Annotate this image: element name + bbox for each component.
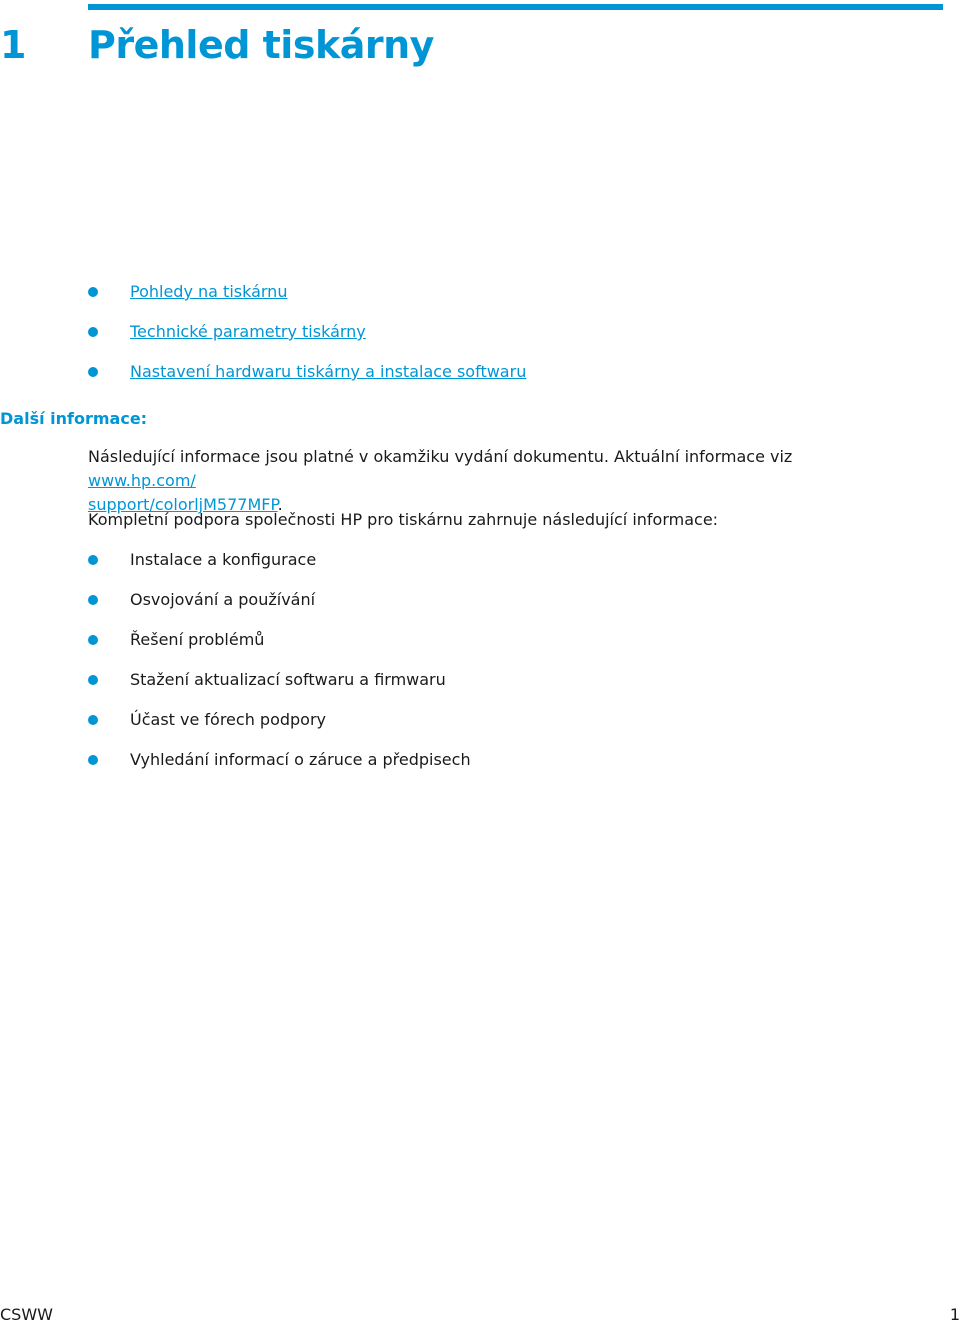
chapter-title: Přehled tiskárny	[88, 23, 434, 67]
support-item-label: Stažení aktualizací softwaru a firmwaru	[130, 670, 446, 689]
chapter-number: 1	[0, 23, 26, 67]
bullet-icon	[88, 635, 98, 645]
chapter-toc	[88, 280, 526, 400]
bullet-icon	[88, 715, 98, 725]
header-rule	[88, 4, 943, 10]
toc-item	[88, 320, 526, 360]
toc-link-hardware-software-setup[interactable]: Nastavení hardwaru tiskárny a instalace softwaru	[130, 362, 527, 381]
list-item	[88, 548, 471, 588]
support-item-label: Řešení problémů	[130, 630, 265, 649]
support-topics-list	[88, 548, 471, 788]
footer-label: CSWW	[0, 1305, 53, 1324]
list-item	[88, 748, 471, 788]
info-period: .	[277, 495, 283, 514]
bullet-icon	[88, 327, 98, 337]
toc-link-printer-views[interactable]: Pohledy na tiskárnu	[130, 282, 288, 301]
page-number: 1	[949, 1305, 960, 1324]
list-item	[88, 628, 471, 668]
bullet-icon	[88, 367, 98, 377]
bullet-icon	[88, 675, 98, 685]
support-item-label: Vyhledání informací o záruce a předpisech	[130, 750, 471, 769]
support-url-part-1: www.hp.com/	[88, 471, 196, 490]
support-item-label: Instalace a konfigurace	[130, 550, 317, 569]
toc-item	[88, 280, 526, 320]
support-url-part-2: support/colorljM577MFP	[88, 495, 278, 514]
list-item	[88, 668, 471, 708]
bullet-icon	[88, 755, 98, 765]
list-item	[88, 708, 471, 748]
bullet-icon	[88, 555, 98, 565]
info-paragraph	[88, 445, 888, 517]
support-intro-paragraph: Kompletní podpora společnosti HP pro tiskárnu zahrnuje následující informace:	[88, 510, 719, 529]
support-item-label: Osvojování a používání	[130, 590, 316, 609]
info-intro-text: Následující informace jsou platné v okamžiku vydání dokumentu. Aktuální informace viz	[88, 447, 793, 466]
more-info-heading: Další informace:	[0, 409, 148, 428]
support-item-label: Účast ve fórech podpory	[130, 710, 327, 729]
list-item	[88, 588, 471, 628]
toc-link-printer-specifications[interactable]: Technické parametry tiskárny	[130, 322, 366, 341]
bullet-icon	[88, 287, 98, 297]
toc-item	[88, 360, 526, 400]
bullet-icon	[88, 595, 98, 605]
